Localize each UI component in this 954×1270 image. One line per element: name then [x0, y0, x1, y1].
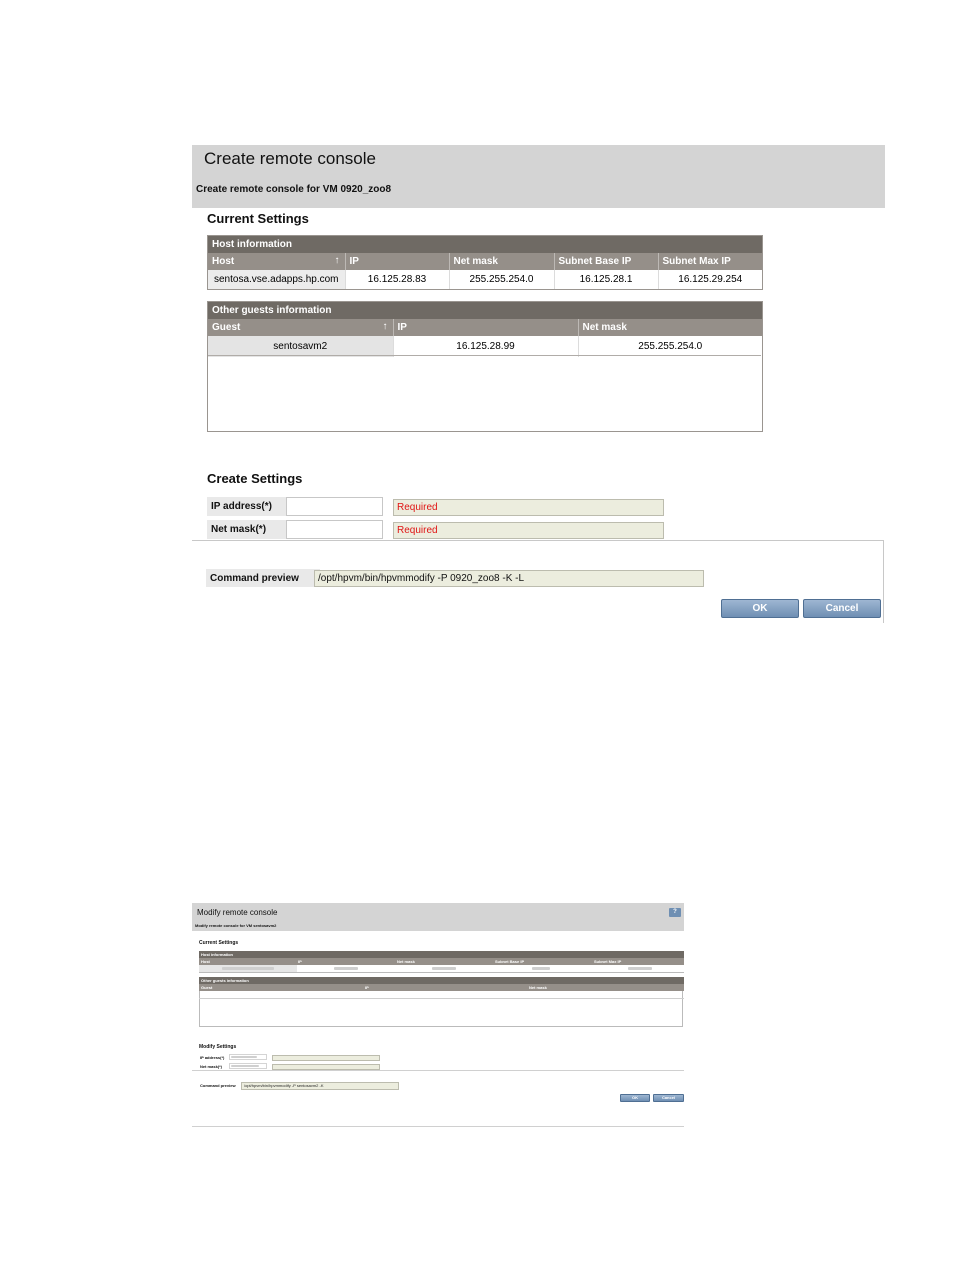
other-guests-table — [208, 302, 762, 357]
column-header-net-mask[interactable]: Net mask — [397, 959, 415, 964]
command-preview-field: /opt/hpvm/bin/hpvmmodify -P sentosavm2 -K — [241, 1082, 399, 1090]
net-mask-label: Net mask(*) — [207, 520, 286, 539]
table-row[interactable] — [208, 336, 762, 357]
host-name-cell: sentosa.vse.adapps.hp.com — [208, 270, 345, 289]
dialog-subtitle: Modify remote console for VM sentosavm2 — [195, 923, 277, 928]
net-mask-required-message: Required — [393, 522, 664, 539]
host-subnet-max-ip-value — [628, 967, 652, 970]
column-header-guest-net-mask[interactable]: Net mask — [578, 319, 762, 336]
guest-table-caption: Other guests information — [208, 302, 762, 319]
dialog-header — [192, 145, 885, 208]
table-row[interactable] — [208, 270, 762, 289]
guest-net-mask-cell: 255.255.254.0 — [578, 336, 762, 357]
host-ip-value — [334, 967, 358, 970]
column-header-subnet-max-ip[interactable]: Subnet Max IP — [658, 253, 762, 270]
column-header-subnet-max-ip[interactable]: Subnet Max IP — [594, 959, 622, 964]
column-header-guest-ip[interactable]: IP — [365, 985, 369, 990]
divider — [208, 355, 761, 356]
column-header-host[interactable]: Host — [201, 959, 210, 964]
host-ip-cell: 16.125.28.83 — [345, 270, 449, 289]
panel-divider — [192, 1070, 684, 1071]
column-header-subnet-base-ip[interactable]: Subnet Base IP — [554, 253, 658, 270]
create-settings-heading: Create Settings — [207, 471, 303, 486]
ip-address-input[interactable] — [286, 497, 383, 516]
column-header-guest[interactable]: Guest ↑ — [208, 319, 393, 336]
dialog-title: Modify remote console — [197, 908, 278, 917]
column-header-ip[interactable]: IP — [298, 959, 302, 964]
net-mask-input[interactable] — [286, 520, 383, 539]
help-icon[interactable]: ? — [669, 908, 681, 917]
command-preview-label: Command preview — [200, 1083, 236, 1088]
guest-table-header-row — [199, 984, 684, 991]
column-header-subnet-base-ip[interactable]: Subnet Base IP — [495, 959, 525, 964]
ip-address-value — [231, 1056, 257, 1058]
dialog-header — [192, 903, 684, 931]
host-table-caption: Host information — [208, 236, 762, 253]
net-mask-value — [231, 1065, 259, 1067]
guest-table-caption: Other guests information — [199, 977, 684, 984]
column-header-guest-net-mask[interactable]: Net mask — [529, 985, 547, 990]
host-information-table — [208, 236, 762, 289]
current-settings-heading: Current Settings — [207, 211, 309, 226]
modify-settings-heading: Modify Settings — [199, 1044, 237, 1050]
ip-address-status — [272, 1055, 380, 1061]
create-remote-console-dialog — [192, 145, 885, 623]
command-preview-label: Command preview — [206, 569, 320, 587]
dialog-bottom-border — [192, 1126, 684, 1127]
host-name-value — [222, 967, 274, 970]
dialog-subtitle: Create remote console for VM 0920_zoo8 — [196, 184, 392, 195]
ip-address-required-message: Required — [393, 499, 664, 516]
column-header-ip[interactable]: IP — [345, 253, 449, 270]
ok-button[interactable]: OK — [721, 599, 799, 618]
host-subnet-base-ip-value — [532, 967, 550, 970]
column-header-guest-ip[interactable]: IP — [393, 319, 578, 336]
guest-ip-cell: 16.125.28.99 — [393, 336, 578, 357]
sort-ascending-icon[interactable]: ↑ — [382, 321, 388, 332]
divider — [199, 972, 684, 973]
panel-border — [883, 540, 884, 623]
cancel-button[interactable]: Cancel — [803, 599, 881, 618]
sort-ascending-icon[interactable]: ↑ — [334, 255, 340, 266]
host-net-mask-cell: 255.255.254.0 — [449, 270, 554, 289]
cancel-button[interactable]: Cancel — [653, 1094, 684, 1102]
host-table-caption: Host information — [199, 951, 684, 958]
net-mask-label: Net mask(*) — [200, 1064, 223, 1069]
dialog-title: Create remote console — [204, 149, 376, 168]
command-preview-field: /opt/hpvm/bin/hpvmmodify -P 0920_zoo8 -K -L — [314, 570, 704, 587]
modify-remote-console-dialog — [192, 903, 684, 1127]
host-subnet-base-ip-cell: 16.125.28.1 — [554, 270, 658, 289]
column-header-host[interactable]: Host ↑ — [208, 253, 345, 270]
divider — [199, 998, 684, 999]
ip-address-label: IP address(*) — [207, 497, 286, 516]
current-settings-heading: Current Settings — [199, 940, 239, 946]
ok-button[interactable]: OK — [620, 1094, 650, 1102]
host-subnet-max-ip-cell: 16.125.29.254 — [658, 270, 762, 289]
guest-table-body — [199, 991, 683, 1027]
guest-name-cell: sentosavm2 — [208, 336, 393, 357]
column-header-guest[interactable]: Guest — [201, 985, 213, 990]
host-net-mask-value — [432, 967, 456, 970]
panel-divider — [192, 540, 884, 541]
ip-address-label: IP address(*) — [200, 1055, 225, 1060]
column-header-net-mask[interactable]: Net mask — [449, 253, 554, 270]
